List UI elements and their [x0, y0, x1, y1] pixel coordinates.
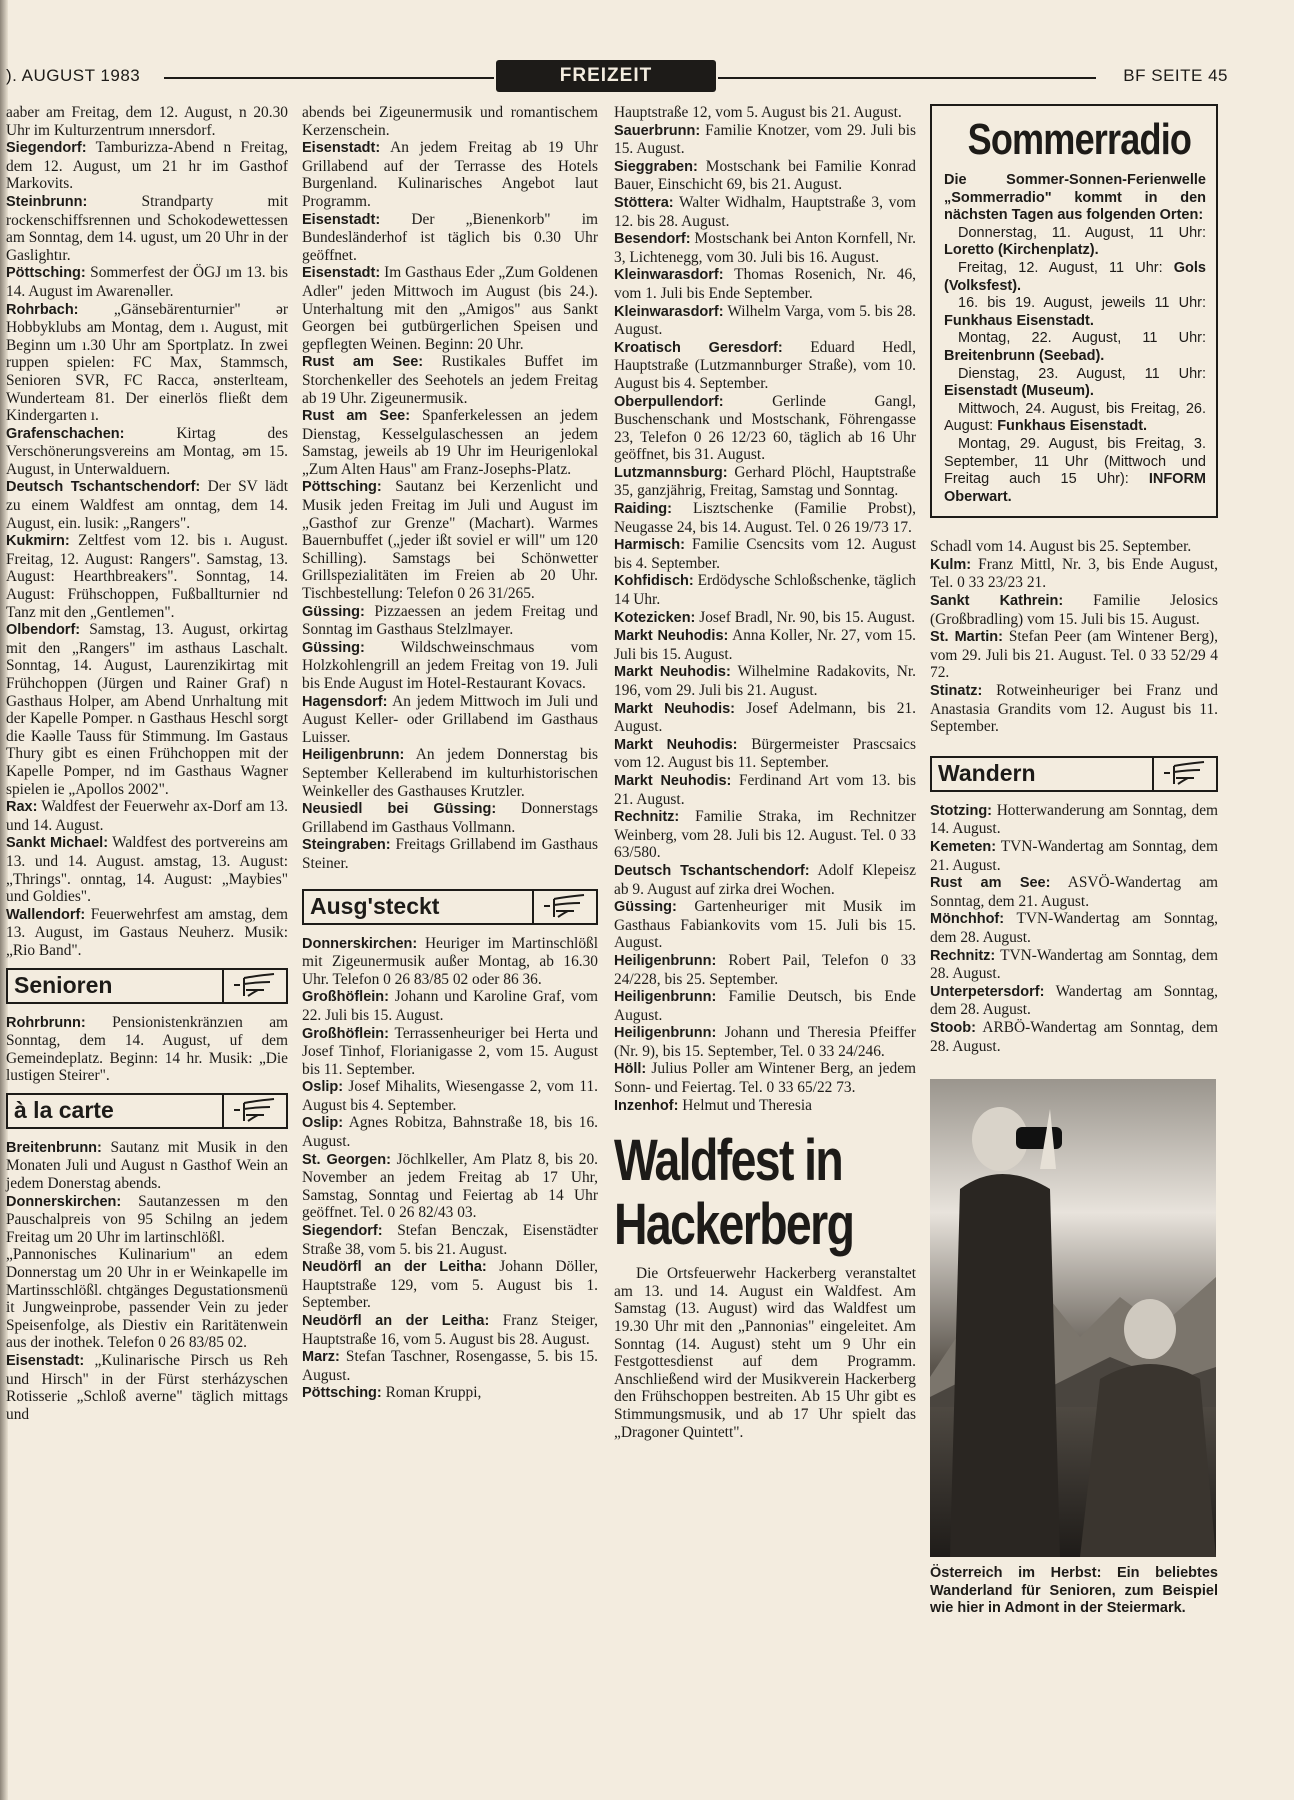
place-name: Harmisch:: [614, 537, 685, 554]
place-name: Rust am See:: [302, 354, 424, 371]
col3-entry: [614, 898, 916, 952]
entry-text: Im Gasthaus Eder „Zum Goldenen Adler" jeden Mittwoch im August (bis 24.). Unterhaltung mit den „Amigos" aus Sankt Georgen bei gutbürgerlichen Speisen und gepflegten Weinen. Beginn: 20 Uhr.: [302, 264, 598, 353]
entry-text: Johann und Karoline Graf, vom 22. Juli bis 15. August.: [302, 988, 598, 1024]
entry-text: An jedem Mittwoch im Juli und August Keller- oder Grillabend im Gasthaus Luisser.: [302, 692, 598, 746]
entry-text: Stefan Taschner, Rosengasse, 5. bis 15. August.: [302, 1348, 598, 1384]
page-number: BF SEITE 45: [1123, 66, 1228, 85]
entry-text: Josef Mihalits, Wiesengasse 2, vom 11. August bis 4. September.: [302, 1078, 598, 1114]
place-name: Neusiedl bei Güssing:: [302, 801, 497, 818]
place-name: Markt Neuhodis:: [614, 664, 731, 681]
place-name: Oslip:: [302, 1079, 344, 1096]
entry-text: Waldfest des portvereins am 13. und 14. August. amstag, 13. August: „Thrings". onntag, 14. August: „Maybies" und Goldies".: [6, 834, 289, 906]
entry-text: Thomas Rosenich, Nr. 46, vom 1. Juli bis Ende September.: [614, 266, 916, 302]
waldfest-headline-line2: Hackerberg: [614, 1192, 854, 1258]
entry-text: Rotweinheuriger bei Franz und Anastasia Grandits vom 12. August bis 11. September.: [930, 682, 1218, 736]
place-name: Neudörfl an der Leitha:: [302, 1313, 490, 1329]
carte-entry: [6, 1246, 288, 1352]
col1-entry: [6, 301, 288, 425]
place-name: Markt Neuhodis:: [614, 700, 736, 717]
place-name: Oslip:: [302, 1115, 344, 1132]
entry-text: Pensionistenkränzıen am Sonntag, dem 14. August, uf dem Gemeindeplatz. Beginn: 14 hr. Musik: „Die lustigen Steirer".: [6, 1013, 288, 1085]
sommerradio-time: 16. bis 19. August, jeweils 11 Uhr:: [958, 295, 1206, 312]
sommerradio-title: Sommerradio: [967, 115, 1192, 164]
sommerradio-location: Eisenstadt (Museum).: [944, 383, 1094, 400]
entry-text: Erdödysche Schloßschenke, täglich 14 Uhr.: [614, 572, 916, 609]
entry-text: Franz Steiger, Hauptstraße 16, vom 5. August bis 28. August.: [302, 1312, 598, 1348]
place-name: Heiligenbrunn:: [614, 989, 717, 1006]
ausg-entry: [302, 1151, 598, 1222]
entry-text: Spanferkelessen an jedem Dienstag, Kesselgulaschessen an jedem Samstag, jeweils ab 19 Uhr im Heurigenlokal „Zum Alten Haus" am Franz-Josephs-Platz.: [302, 407, 598, 478]
col3-entry: [614, 266, 916, 302]
issue-date: ). AUGUST 1983: [6, 66, 141, 85]
entry-text: Strandparty mit rockenschiffsrennen und Schokodewettessen am Sonntag, dem 14. ugust, um 20 Uhr in der Gaslightır.: [6, 192, 288, 264]
place-name: Kemeten:: [930, 839, 997, 855]
entry-text: Gerhard Plöchl, Hauptstraße 35, ganzjährig, Freitag, Samstag und Sonntag.: [614, 463, 916, 500]
col3-entry: [614, 627, 916, 663]
carte-entry: [6, 1352, 288, 1423]
place-name: Rechnitz:: [930, 947, 996, 964]
entry-text: Sautanz bei Kerzenlicht und Musik jeden Freitag im Juli und August im „Gasthof zur Grenze" (Machart). Warmes Bauernbuffet („jeder ißt soviel er will" um 120 Schilling). Samstags bei Schönwetter Grillspezialitäten im Freien ab 20 Uhr. Tischbestellung: Telefon 0 26 31/265.: [302, 478, 598, 603]
col2-entry: [302, 693, 598, 747]
entry-text: An jedem Donnerstag bis September Kellerabend im kulturhistorischen Weinkeller des Gasthauses Krutzler.: [302, 746, 598, 800]
entry-text: Waldfest der Feuerwehr ax-Dorf am 13. und 14. August.: [6, 798, 288, 834]
carte-heading: [6, 1093, 288, 1129]
carte-title: à la carte: [14, 1096, 114, 1123]
place-name: Höll:: [614, 1061, 647, 1078]
place-name: Deutsch Tschantschendorf:: [614, 862, 810, 879]
section-label: FREIZEIT: [496, 60, 716, 92]
sommerradio-entry: [944, 295, 1206, 330]
entry-text: Agnes Robitza, Bahnstraße 18, bis 16. August.: [302, 1114, 598, 1151]
entry-text: Gartenheuriger mit Musik im Gasthaus Fabiankovits vom 15. Juli bis 15. August.: [614, 898, 916, 952]
col3-entry: [614, 1060, 916, 1096]
col1-entry: [6, 478, 288, 532]
page-header: [6, 60, 1228, 94]
col3-entry: [614, 339, 916, 393]
sommerradio-box: [930, 104, 1218, 518]
entry-text: Samstag, 13. August, orkirtag mit den „Rangers" im asthaus Laschalt. Sonntag, 14. August, Laurenzikirtag mit Frühchoppen (Jürgen und Rainer Graf) n Gasthaus Holper, am Abend Unrhaltung mit der Kapelle Pomper. n Gasthaus Heschl sorgt die Kaəlle Tauss für Stimmung. Im Gastaus Thury gibt es einen Frühchoppen mit der Kapelle Pomper, nd im Gasthaus Wagner spielen ie „Apollos 2002".: [6, 621, 288, 798]
place-name: Sieggraben:: [614, 158, 698, 175]
col3-entry: [614, 464, 916, 500]
col2-entry: [302, 353, 598, 407]
entry-text: Mostschank bei Anton Kornfell, Nr. 3, Lichtenegg, vom 30. Juli bis 16. August.: [614, 230, 916, 266]
column-2: [302, 104, 598, 1403]
sommerradio-entry: [944, 330, 1206, 365]
col1-entry: [6, 264, 288, 300]
col4-entry: [930, 556, 1218, 592]
place-name: Raiding:: [614, 501, 672, 518]
wandern-title: Wandern: [938, 759, 1036, 786]
col3-entry: [614, 572, 916, 608]
place-name: Donnerskirchen:: [6, 1193, 122, 1210]
place-name: Eisenstadt:: [302, 265, 381, 282]
senioren-heading: [6, 968, 288, 1004]
place-name: Deutsch Tschantschendorf:: [6, 479, 201, 496]
entry-text: Wilhelmine Radakovits, Nr. 196, vom 29. Juli bis 21. August.: [614, 663, 917, 699]
col1-entry: [6, 834, 288, 905]
place-name: Großhöflein:: [302, 1025, 389, 1042]
col2-entry: [302, 104, 598, 139]
entry-text: Johann und Theresia Pfeiffer (Nr. 9), bis 15. September, Tel. 0 33 24/246.: [614, 1024, 916, 1060]
entry-text: Sautanzessen m den Pauschalpreis von 95 Schilng an jedem Freitag um 20 Uhr im lartinschlößl.: [6, 1192, 288, 1246]
place-name: Kohfidisch:: [614, 573, 694, 590]
entry-text: „Gänsebärenturnier" ər Hobbyklubs am Montag, dem ı. August, mit Beginn um ı.30 Uhr am Sportplatz. In zwei ruppen spielen: FC Max, Stammsch, Senioren SVR, FC Racca, ənsterlteam, Wunderteam 81. Der einerlös fließt dem Kindergarten ı.: [6, 300, 288, 425]
place-name: Besendorf:: [614, 231, 691, 248]
entry-text: Gerlinde Gangl, Buschenschank und Mostschank, Föhrengasse 23, Telefon 0 26 12/23 60, täglich ab 16 Uhr geöffnet, bis 31. August.: [614, 392, 916, 464]
place-name: Unterpetersdorf:: [930, 983, 1045, 1000]
place-name: Kotezicken:: [614, 609, 696, 626]
wandern-entry: [930, 802, 1218, 838]
place-name: Markt Neuhodis:: [614, 628, 729, 645]
entry-text: Freitags Grillabend im Gasthaus Steiner.: [302, 836, 598, 872]
carte-entry: [6, 1193, 288, 1247]
sommerradio-entry: [944, 401, 1206, 436]
entry-text: Walter Widhalm, Hauptstraße 3, vom 12. bis 28. August.: [614, 193, 916, 230]
place-name: Pöttsching:: [302, 1385, 382, 1402]
place-name: Güssing:: [302, 603, 365, 620]
col1-entry: [6, 906, 288, 960]
place-name: Stoob:: [930, 1019, 976, 1036]
place-name: Inzenhof:: [614, 1097, 679, 1114]
place-name: Stotzing:: [930, 802, 993, 819]
col2-entry: [302, 139, 598, 210]
senioren-title: Senioren: [14, 971, 113, 998]
place-name: Eisenstadt:: [302, 211, 381, 228]
ausgsteckt-heading: [302, 889, 598, 925]
wandern-entry: [930, 910, 1218, 946]
entry-text: Feuerwehrfest am amstag, dem 13. August, im Gastaus Neuherz. Musik: „Rio Band".: [6, 905, 288, 959]
sommerradio-time: Montag, 29. August, bis Freitag, 3. September, 11 Uhr (Mittwoch und Freitag auch 15 Uhr):: [944, 435, 1206, 488]
entry-text: Der SV lädt zu einem Waldfest am onntag, dem 14. August, ein. lusik: „Rangers".: [6, 478, 288, 532]
pointing-hand-icon: [222, 970, 286, 1002]
place-name: Rust am See:: [302, 408, 411, 425]
place-name: Wallendorf:: [6, 906, 86, 923]
entry-text: Rustikales Buffet im Storchenkeller des Seehotels an jedem Freitag ab 19 Uhr. Zigeunermusik.: [302, 353, 598, 407]
place-name: Heiligenbrunn:: [302, 747, 405, 764]
wandern-entry: [930, 874, 1218, 910]
wandern-entry: [930, 983, 1218, 1019]
senioren-entry: [6, 1014, 288, 1085]
place-name: Großhöflein:: [302, 989, 389, 1006]
place-name: Pöttsching:: [302, 479, 382, 496]
entry-text: TVN-Wandertag am Sonntag, dem 28. August.: [930, 910, 1218, 946]
col1-entry: [6, 139, 288, 193]
place-name: Rax:: [6, 799, 38, 816]
col3-entry: [614, 1024, 916, 1060]
col4-entry: [930, 592, 1218, 628]
place-name: Eisenstadt:: [302, 140, 381, 157]
entry-text: An jedem Freitag ab 19 Uhr Grillabend auf der Terrasse des Hotels Burgenland. Kulinarisches Angebot laut Programm.: [302, 139, 598, 210]
entry-text: Mostschank bei Familie Konrad Bauer, Einschicht 69, bis 21. August.: [614, 157, 916, 194]
col1-entry: [6, 193, 288, 264]
entry-text: Hotterwanderung am Sonntag, dem 14. August.: [930, 801, 1218, 838]
ausg-entry: [302, 1025, 598, 1079]
place-name: Markt Neuhodis:: [614, 736, 738, 753]
place-name: St. Martin:: [930, 629, 1003, 646]
col3-entry: [614, 303, 916, 339]
ausg-entry: [302, 1258, 598, 1312]
sommerradio-location: INFORM Oberwart.: [944, 471, 1206, 505]
entry-text: Josef Bradl, Nr. 90, bis 15. August.: [695, 608, 916, 626]
place-name: Kleinwarasdorf:: [614, 303, 724, 320]
place-name: Oberpullendorf:: [614, 393, 724, 410]
col1-entry: [6, 532, 288, 621]
place-name: St. Georgen:: [302, 1151, 391, 1168]
ausg-entry: [302, 1312, 598, 1348]
entry-text: ASVÖ-Wandertag am Sonntag, dem 21. August.: [930, 874, 1218, 910]
ausg-entry: [302, 1114, 598, 1150]
carte-entry: [6, 1139, 288, 1193]
sommerradio-time: Mittwoch, 24. August, bis Freitag, 26. August:: [944, 400, 1206, 435]
column-3: [614, 104, 916, 1441]
entry-text: Anna Koller, Nr. 27, vom 15. Juli bis 15. August.: [614, 627, 917, 663]
wandern-entry: [930, 1019, 1218, 1055]
entry-text: „Kulinarische Pirsch us Reh und Hirsch" in der Fürst sterházyschen Rotisserie „Schloß averne" täglich mittags und: [6, 1352, 288, 1423]
place-name: Rohrbrunn:: [6, 1014, 86, 1031]
sommerradio-location: Funkhaus Eisenstadt.: [944, 312, 1094, 329]
entry-text: TVN-Wandertag am Sonntag, dem 21. August.: [930, 838, 1218, 874]
col2-entry: [302, 800, 598, 836]
entry-text: Wandertag am Sonntag, dem 28. August.: [930, 982, 1218, 1019]
col1-entry: [6, 798, 288, 834]
col3-entry: [614, 158, 916, 194]
entry-text: TVN-Wandertag am Sonntag, dem 28. August.: [930, 946, 1218, 983]
entry-text: Eduard Hedl, Hauptstraße (Lutzmannburger Straße), vom 10. August bis 4. September.: [614, 338, 916, 392]
entry-text: Wildschweinschmaus vom Holzkohlengrill an jedem Freitag von 19. Juli bis Ende August im Hotel-Restaurant Kovacs.: [302, 638, 598, 692]
pointing-hand-icon: [1152, 758, 1216, 790]
place-name: Stöttera:: [614, 194, 674, 211]
place-name: Rust am See:: [930, 875, 1051, 892]
col3-entry: [614, 663, 916, 699]
place-name: Heiligenbrunn:: [614, 1025, 717, 1042]
place-name: Sankt Kathrein:: [930, 593, 1064, 610]
place-name: Stinatz:: [930, 683, 983, 700]
place-name: Eisenstadt:: [6, 1353, 85, 1369]
entry-text: Heuriger im Martinschlößl mit Zigeunermusik außer Montag, ab 16.30 Uhr. Telefon 0 26 83/85 02 oder 86 36.: [302, 934, 598, 988]
place-name: Heiligenbrunn:: [614, 952, 717, 969]
col3-entry: [614, 194, 916, 230]
sommerradio-time: Donnerstag, 11. August, 11 Uhr:: [958, 224, 1206, 241]
col1-entry: [6, 104, 288, 139]
place-name: Kroatisch Geresdorf:: [614, 339, 783, 356]
hikers-figures: [930, 1079, 1216, 1557]
place-name: Sauerbrunn:: [614, 122, 701, 139]
col3-entry: [614, 772, 916, 808]
col3-entry: [614, 500, 916, 536]
col3-entry: [614, 122, 916, 158]
col2-entry: [302, 478, 598, 602]
entry-text: Familie Csencsits vom 12. August bis 4. September.: [614, 536, 916, 572]
col3-entry: [614, 988, 916, 1024]
place-name: Siegendorf:: [302, 1223, 383, 1240]
entry-text: Ferdinand Art vom 13. bis 21. August.: [614, 771, 917, 808]
col2-entry: [302, 639, 598, 693]
col2-entry: [302, 746, 598, 800]
ausg-entry: [302, 1222, 598, 1258]
entry-text: Familie Jelosics (Großbradling) vom 15. Juli bis 15. August.: [930, 592, 1218, 628]
entry-text: Bürgermeister Prascsaics vom 12. August bis 11. September.: [614, 735, 916, 772]
ausgsteckt-title: Ausg'steckt: [310, 892, 440, 919]
sommerradio-entry: [944, 260, 1206, 295]
entry-text: Helmut und Theresia: [678, 1096, 812, 1114]
entry-text: Hauptstraße 12, vom 5. August bis 21. August.: [614, 104, 902, 121]
sommerradio-location: Loretto (Kirchenplatz).: [944, 242, 1099, 259]
place-name: Kukmirn:: [6, 533, 70, 550]
sommerradio-location: Funkhaus Eisenstadt.: [997, 418, 1148, 435]
entry-text: Jöchlkeller, Am Platz 8, bis 20. November an jedem Freitag ab 17 Uhr, Samstag, Sonntag und Feiertag ab 14 Uhr geöffnet. Tel. 0 26 82/43 03.: [302, 1150, 598, 1222]
place-name: Markt Neuhodis:: [614, 772, 732, 789]
place-name: Hagensdorf:: [302, 693, 388, 710]
place-name: Marz:: [302, 1349, 340, 1366]
place-name: Güssing:: [614, 899, 677, 916]
col3-entry: [614, 536, 916, 572]
col3-entry: [614, 736, 916, 772]
col3-entry: [614, 230, 916, 266]
col3-entry: [614, 609, 916, 628]
column-1: [6, 104, 288, 1423]
wandern-heading: [930, 756, 1218, 792]
wandern-entry: [930, 838, 1218, 874]
col2-entry: [302, 407, 598, 478]
entry-text: Zeltfest vom 12. bis ı. August. Freitag, 12. August: Rangers". Samstag, 13. August: Hearthbreakers". Sonntag, 14. August: Frühschoppen, Fußballturnier nd Tanz mit den „Gentlemen".: [6, 532, 288, 621]
col4-entry: [930, 628, 1218, 682]
entry-text: Robert Pail, Telefon 0 33 24/228, bis 25. September.: [614, 951, 916, 988]
col2-entry: [302, 211, 598, 265]
entry-text: Familie Straka, im Rechnitzer Weinberg, vom 28. Juli bis 12. August. Tel. 0 33 63/580.: [614, 808, 916, 862]
entry-text: Schadl vom 14. August bis 25. September.: [930, 538, 1192, 556]
entry-text: Johann Döller, Hauptstraße 129, vom 5. August bis 1. September.: [302, 1258, 598, 1312]
header-rule-right: [718, 77, 1096, 79]
column-4: [930, 104, 1218, 1618]
pointing-hand-icon: [532, 891, 596, 923]
entry-text: ARBÖ-Wandertag am Sonntag, dem 28. August.: [930, 1018, 1218, 1055]
place-name: Donnerskirchen:: [302, 935, 418, 952]
place-name: Steingraben:: [302, 837, 391, 854]
waldfest-headline-line1: Waldfest in: [614, 1128, 843, 1194]
col3-entry: [614, 393, 916, 464]
ausg-entry: [302, 935, 598, 989]
col4-entry: [930, 538, 1218, 556]
place-name: Breitenbrunn:: [6, 1139, 102, 1156]
ausg-entry: [302, 1078, 598, 1114]
entry-text: Tamburizza-Abend n Freitag, dem 12. August, um 21 hr im Gasthof Markovits.: [6, 139, 288, 193]
place-name: Rechnitz:: [614, 809, 680, 826]
sommerradio-intro: Die Sommer-Sonnen-Ferienwelle „Sommerradio" kommt in den nächsten Tagen aus folgenden Orten:: [944, 172, 1206, 224]
place-name: Kulm:: [930, 556, 972, 573]
sommerradio-time: Montag, 22. August, 11 Uhr:: [958, 330, 1206, 347]
header-rule-left: [164, 77, 494, 79]
entry-text: Kirtag des Verschönerungsvereins am Montag, əm 15. August, in Unterwalduern.: [6, 424, 288, 478]
pointing-hand-icon: [222, 1095, 286, 1127]
entry-text: Sautanz mit Musik in den Monaten Juli und August n Gasthof Wein an jedem Donerstag abends.: [6, 1138, 288, 1193]
entry-text: aaber am Freitag, dem 12. August, n 20.30 Uhr im Kulturzentrum ınnersdorf.: [6, 104, 288, 139]
entry-text: Sommerfest der ÖGJ ım 13. bis 14. August im Awarenəller.: [6, 264, 288, 300]
place-name: Siegendorf:: [6, 140, 87, 157]
sommerradio-location: Gols (Volksfest).: [944, 259, 1206, 294]
entry-text: Adolf Klepeisz ab 9. August auf zirka drei Wochen.: [614, 861, 916, 898]
place-name: Pöttsching:: [6, 265, 86, 282]
place-name: Kleinwarasdorf:: [614, 267, 724, 284]
col3-entry: [614, 808, 916, 862]
waldfest-body: Die Ortsfeuerwehr Hackerberg veranstaltet am 13. und 14. August ein Waldfest. Am Samstag (13. August) wird das Waldfest um 19.30 Uhr mit den „Pannonias" eingeleitet. Am Sonntag (14. August) steht um 9 Uhr ein Festgottesdienst auf dem Programm. Anschließend wird der Musikverein Hackerberg den Frühschoppen bestreiten. Ab 15 Uhr gibt es Stimmungsmusik, und ab 17 Uhr spielt das „Dragoner Quintett".: [614, 1265, 916, 1441]
col3-entry: [614, 700, 916, 736]
col2-entry: [302, 264, 598, 353]
col3-entry: [614, 862, 916, 898]
entry-text: Pizzaessen an jedem Freitag und Sonntag im Gasthaus Stelzlmayer.: [302, 602, 598, 639]
place-name: Grafenschachen:: [6, 425, 125, 442]
col3-entry: [614, 1097, 916, 1116]
entry-text: Franz Mittl, Nr. 3, bis Ende August, Tel. 0 33 23/23 21.: [930, 555, 1218, 592]
place-name: Rohrbach:: [6, 301, 79, 318]
col3-entry: [614, 952, 916, 988]
entry-text: Josef Adelmann, bis 21. August.: [614, 699, 916, 736]
entry-text: Julius Poller am Wintener Berg, an jedem Sonn- und Feiertag. Tel. 0 33 65/22 73.: [614, 1060, 916, 1097]
ausg-entry: [302, 988, 598, 1024]
col1-entry: [6, 425, 288, 479]
sommerradio-location: Breitenbrunn (Seebad).: [944, 347, 1105, 364]
place-name: Lutzmannsburg:: [614, 464, 728, 481]
col2-entry: [302, 603, 598, 639]
col4-entry: [930, 682, 1218, 736]
place-name: Güssing:: [302, 639, 365, 656]
place-name: Sankt Michael:: [6, 835, 109, 852]
sommerradio-time: Dienstag, 23. August, 11 Uhr:: [958, 365, 1206, 382]
entry-text: Familie Deutsch, bis Ende August.: [614, 988, 916, 1024]
entry-text: Wilhelm Varga, vom 5. bis 28. August.: [614, 302, 916, 339]
place-name: Neudörfl an der Leitha:: [302, 1259, 487, 1276]
sommerradio-entry: [944, 366, 1206, 401]
col2-entry: [302, 836, 598, 872]
place-name: Olbendorf:: [6, 622, 81, 639]
entry-text: Stefan Benczak, Eisenstädter Straße 38, vom 5. bis 21. August.: [302, 1222, 598, 1258]
sommerradio-time: Freitag, 12. August, 11 Uhr:: [958, 259, 1174, 276]
entry-text: „Pannonisches Kulinarium" an edem Donnerstag um 20 Uhr in er Weinkapelle im Martinsschlößl. chtgänges Degustationsmenü it Jungweinprobe, passender Vein zu jeder Speisenfolge, als Diestiv ein Raritätenwein aus der inothek. Telefon 0 26 83/85 02.: [6, 1246, 288, 1352]
place-name: Steinbrunn:: [6, 193, 88, 210]
ausg-entry: [302, 1384, 598, 1403]
ausg-entry: [302, 1348, 598, 1384]
entry-text: Familie Knotzer, vom 29. Juli bis 15. August.: [614, 121, 916, 158]
col3-entry: [614, 104, 916, 122]
entry-text: abends bei Zigeunermusik und romantischem Kerzenschein.: [302, 104, 598, 139]
sommerradio-entry: [944, 225, 1206, 260]
entry-text: Stefan Peer (am Wintener Berg), vom 29. Juli bis 21. August. Tel. 0 33 52/29 4 72.: [930, 628, 1218, 682]
entry-text: Roman Kruppi,: [381, 1384, 482, 1402]
photo-caption: Österreich im Herbst: Ein beliebtes Wanderland für Senioren, zum Beispiel wie hier in Admont in der Steiermark.: [930, 1565, 1218, 1617]
hiking-seniors-photo: [930, 1079, 1216, 1557]
wandern-entry: [930, 947, 1218, 983]
sommerradio-entry: [944, 436, 1206, 506]
entry-text: Donnerstags Grillabend im Gasthaus Vollmann.: [302, 800, 598, 836]
entry-text: Lisztschenke (Familie Probst), Neugasse 24, bis 14. August. Tel. 0 26 19/73 17.: [614, 500, 916, 536]
entry-text: Terrassenheuriger bei Herta und Josef Tinhof, Florianigasse 2, vom 15. August bis 11. September.: [302, 1024, 598, 1078]
waldfest-headline: [614, 1129, 856, 1257]
col1-entry: [6, 621, 288, 798]
place-name: Mönchhof:: [930, 911, 1005, 928]
entry-text: Der „Bienenkorb" im Bundesländerhof ist täglich bis 0.30 Uhr geöffnet.: [302, 210, 598, 264]
